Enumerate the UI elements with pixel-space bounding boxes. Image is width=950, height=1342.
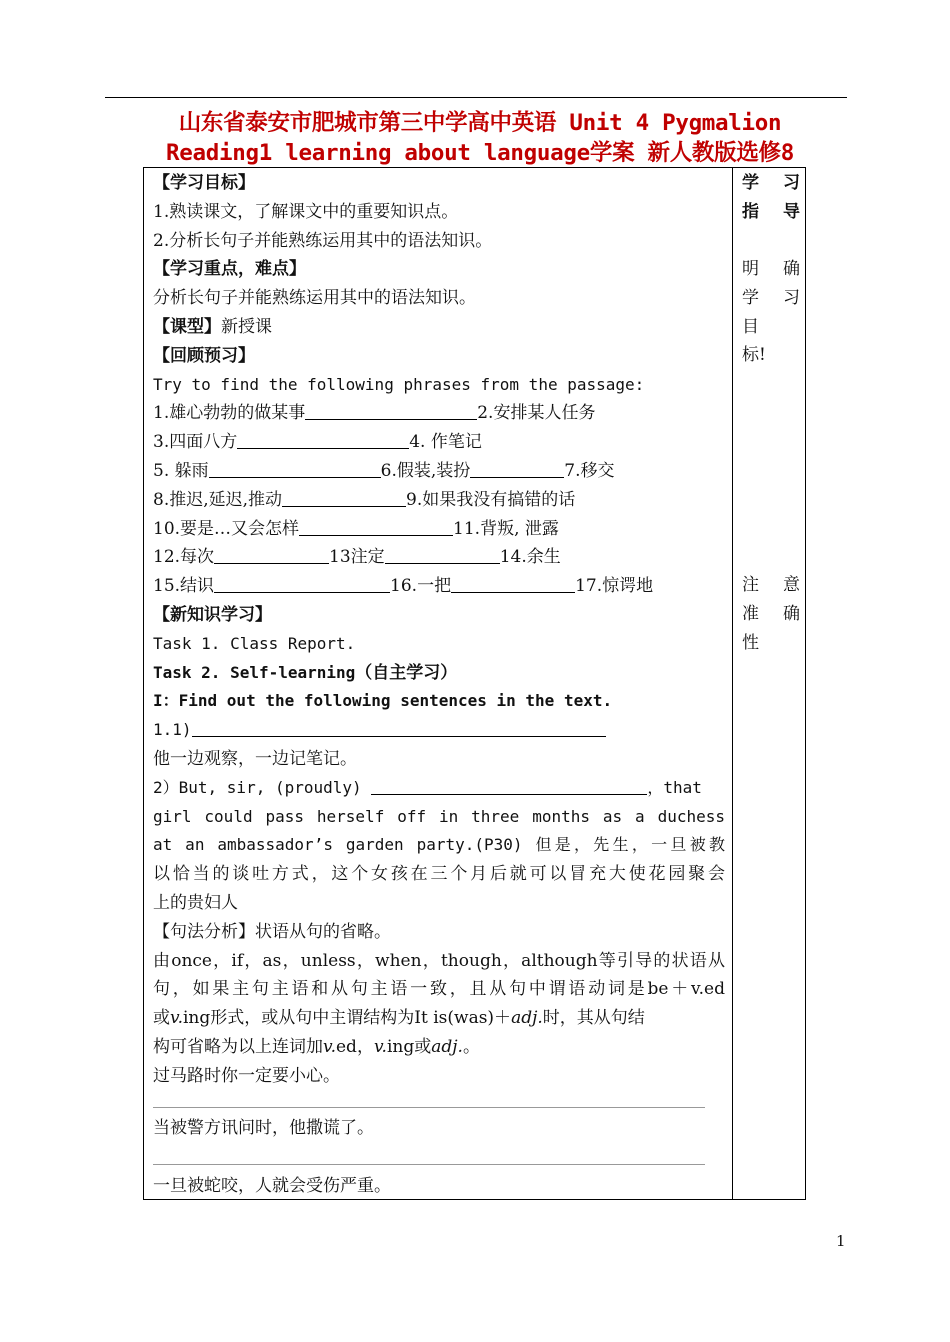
answer-blank[interactable] xyxy=(299,515,453,536)
sentence-2-suffix: ，that xyxy=(647,777,702,797)
analysis-heading-line xyxy=(153,918,725,947)
phrase-16: 16.一把 xyxy=(390,576,452,597)
review-heading: 【回顾预习】 xyxy=(153,345,255,366)
sentence-2-line-2: girl could pass herself off in three months as a duchess xyxy=(153,806,725,826)
answer-blank[interactable] xyxy=(451,572,575,593)
analysis-heading: 【句法分析】 xyxy=(153,921,255,942)
phrase-2: 2.安排某人任务 xyxy=(477,403,596,424)
phrase-6: 6.假装,装扮 xyxy=(380,460,471,481)
answer-blank[interactable] xyxy=(192,716,606,737)
task-1: Task 1. Class Report. xyxy=(153,633,356,653)
main-column xyxy=(153,169,725,1091)
answer-blank[interactable] xyxy=(385,543,500,564)
lesson-type-heading: 【课型】 xyxy=(153,316,221,337)
phrase-7: 7.移交 xyxy=(564,460,615,481)
page-title xyxy=(140,108,820,168)
analysis-line-4 xyxy=(153,1033,725,1062)
objectives-heading: 【学习目标】 xyxy=(153,173,255,193)
goal-char: 目 xyxy=(742,316,759,337)
phrase-12: 12.每次 xyxy=(153,547,215,568)
example-2: 当被警方讯问时，他撒谎了。 xyxy=(153,1118,374,1138)
analysis-text: 构可省略为以上连词加 xyxy=(153,1036,323,1057)
goal-row xyxy=(742,341,800,370)
phrase-row-7 xyxy=(153,572,725,601)
review-instruction: Try to find the following phrases from the passage: xyxy=(153,374,645,394)
goal-char: 标! xyxy=(742,345,766,366)
sentence-2-line-4: 以恰当的谈吐方式，这个女孩在三个月后就可以冒充大使花园聚会 xyxy=(153,864,725,885)
guide-char: 学 xyxy=(742,173,759,193)
phrase-row-2 xyxy=(153,428,725,457)
key-points-text: 分析长句子并能熟练运用其中的语法知识。 xyxy=(153,288,476,309)
sentence-2-line-3: at an ambassador’s garden party.(P30) 但是，先生，一旦被教 xyxy=(153,835,725,855)
lesson-type xyxy=(153,313,725,342)
phrase-9: 9.如果我没有搞错的话 xyxy=(406,489,576,510)
phrase-row-6 xyxy=(153,543,725,572)
note-char: 意 xyxy=(783,575,800,595)
new-knowledge-heading: 【新知识学习】 xyxy=(153,604,272,625)
title-line-1: 山东省泰安市肥城市第三中学高中英语 Unit 4 Pygmalion xyxy=(178,110,782,136)
example-1: 过马路时你一定要小心。 xyxy=(153,1065,340,1086)
task-2 xyxy=(153,659,725,688)
header-rule xyxy=(105,97,847,98)
guide-heading-row-1 xyxy=(742,169,800,198)
analysis-title: 状语从句的省略。 xyxy=(255,921,391,942)
guide-char: 指 xyxy=(742,201,759,222)
analysis-text: v. xyxy=(170,1008,183,1029)
analysis-line-2: 句，如果主句主语和从句主语一致，且从句中谓语动词是be＋v.ed xyxy=(153,979,725,1000)
answer-blank[interactable] xyxy=(214,572,390,593)
analysis-text: ing形式，或从句中主谓结构为It is(was)＋ xyxy=(183,1008,512,1029)
goal-row xyxy=(742,255,800,284)
accuracy-note xyxy=(742,571,800,657)
analysis-text: adj. xyxy=(431,1036,463,1057)
goal-char: 学 xyxy=(742,287,759,308)
goal-char: 习 xyxy=(783,287,800,308)
phrase-5: 5. 躲雨 xyxy=(153,460,209,481)
goal-note xyxy=(742,255,800,370)
note-char: 性 xyxy=(742,632,759,653)
answer-line[interactable] xyxy=(153,1107,705,1108)
task-2-label: Task 2. Self-learning xyxy=(153,662,356,682)
column-divider xyxy=(732,167,733,1200)
example-3: 一旦被蛇咬，人就会受伤严重。 xyxy=(153,1176,391,1196)
phrase-row-1 xyxy=(153,399,725,428)
guide-char: 习 xyxy=(783,173,800,193)
answer-blank[interactable] xyxy=(371,774,647,795)
phrase-10: 10.要是…又会怎样 xyxy=(153,518,300,539)
phrase-row-4 xyxy=(153,486,725,515)
analysis-text: v. xyxy=(373,1036,387,1057)
goal-char: 明 xyxy=(742,259,759,279)
note-char: 注 xyxy=(742,575,759,595)
answer-blank[interactable] xyxy=(470,457,564,478)
analysis-line-1: 由once，if，as，unless，when，though，although等引导的状语从 xyxy=(153,950,725,971)
answer-blank[interactable] xyxy=(209,457,381,478)
analysis-text: ed， xyxy=(336,1036,374,1057)
page-number: 1 xyxy=(836,1232,846,1250)
goal-row xyxy=(742,284,800,313)
phrase-1: 1.雄心勃勃的做某事 xyxy=(153,403,306,424)
analysis-text: adj. xyxy=(511,1008,543,1029)
find-out-instruction: I：Find out the following sentences in the text. xyxy=(153,691,613,711)
lesson-type-value: 新授课 xyxy=(221,316,272,337)
answer-blank[interactable] xyxy=(305,399,477,420)
phrase-11: 11.背叛, 泄露 xyxy=(453,518,559,539)
note-row xyxy=(742,629,800,658)
answer-line[interactable] xyxy=(153,1164,705,1165)
note-row xyxy=(742,571,800,600)
phrase-row-5 xyxy=(153,515,725,544)
analysis-text: ing或 xyxy=(386,1036,432,1057)
analysis-text: 。 xyxy=(462,1036,480,1057)
analysis-text: 或 xyxy=(153,1008,170,1029)
phrase-15: 15.结识 xyxy=(153,576,215,597)
goal-char: 确 xyxy=(783,259,800,279)
key-points-heading: 【学习重点，难点】 xyxy=(153,259,306,280)
task-2-note: （自主学习） xyxy=(355,662,458,683)
sentence-2-prefix: 2）But, sir, (proudly) xyxy=(153,777,362,797)
analysis-text: v. xyxy=(323,1036,336,1057)
guide-heading-row-2 xyxy=(742,198,800,227)
objective-2: 2.分析长句子并能熟练运用其中的语法知识。 xyxy=(153,230,493,251)
phrase-4: 4. 作笔记 xyxy=(409,432,482,453)
guide-column xyxy=(742,169,800,227)
note-char: 确 xyxy=(783,603,800,624)
note-char: 准 xyxy=(742,603,759,624)
sentence-2-line-1 xyxy=(153,774,725,803)
objective-1: 1.熟读课文，了解课文中的重要知识点。 xyxy=(153,201,459,222)
goal-row xyxy=(742,313,800,342)
phrase-14: 14.余生 xyxy=(499,547,561,568)
guide-char: 导 xyxy=(783,201,800,222)
sentence-1 xyxy=(153,716,725,745)
answer-blank[interactable] xyxy=(282,486,406,507)
analysis-text: 时，其从句结 xyxy=(542,1008,645,1029)
sentence-1-label: 1.1) xyxy=(153,720,192,740)
sentence-1-translation: 他一边观察，一边记笔记。 xyxy=(153,748,357,769)
phrase-3: 3.四面八方 xyxy=(153,432,238,453)
phrase-17: 17.惊谔地 xyxy=(575,576,654,597)
answer-blank[interactable] xyxy=(214,543,329,564)
phrase-8: 8.推迟,延迟,推动 xyxy=(153,489,283,510)
sentence-2-line-5: 上的贵妇人 xyxy=(153,892,238,913)
analysis-line-3 xyxy=(153,1004,725,1033)
phrase-13: 13注定 xyxy=(329,547,385,568)
title-line-2: Reading1 learning about language学案 新人教版选修8 xyxy=(166,140,794,166)
note-row xyxy=(742,600,800,629)
answer-blank[interactable] xyxy=(237,428,409,449)
phrase-row-3 xyxy=(153,457,725,486)
